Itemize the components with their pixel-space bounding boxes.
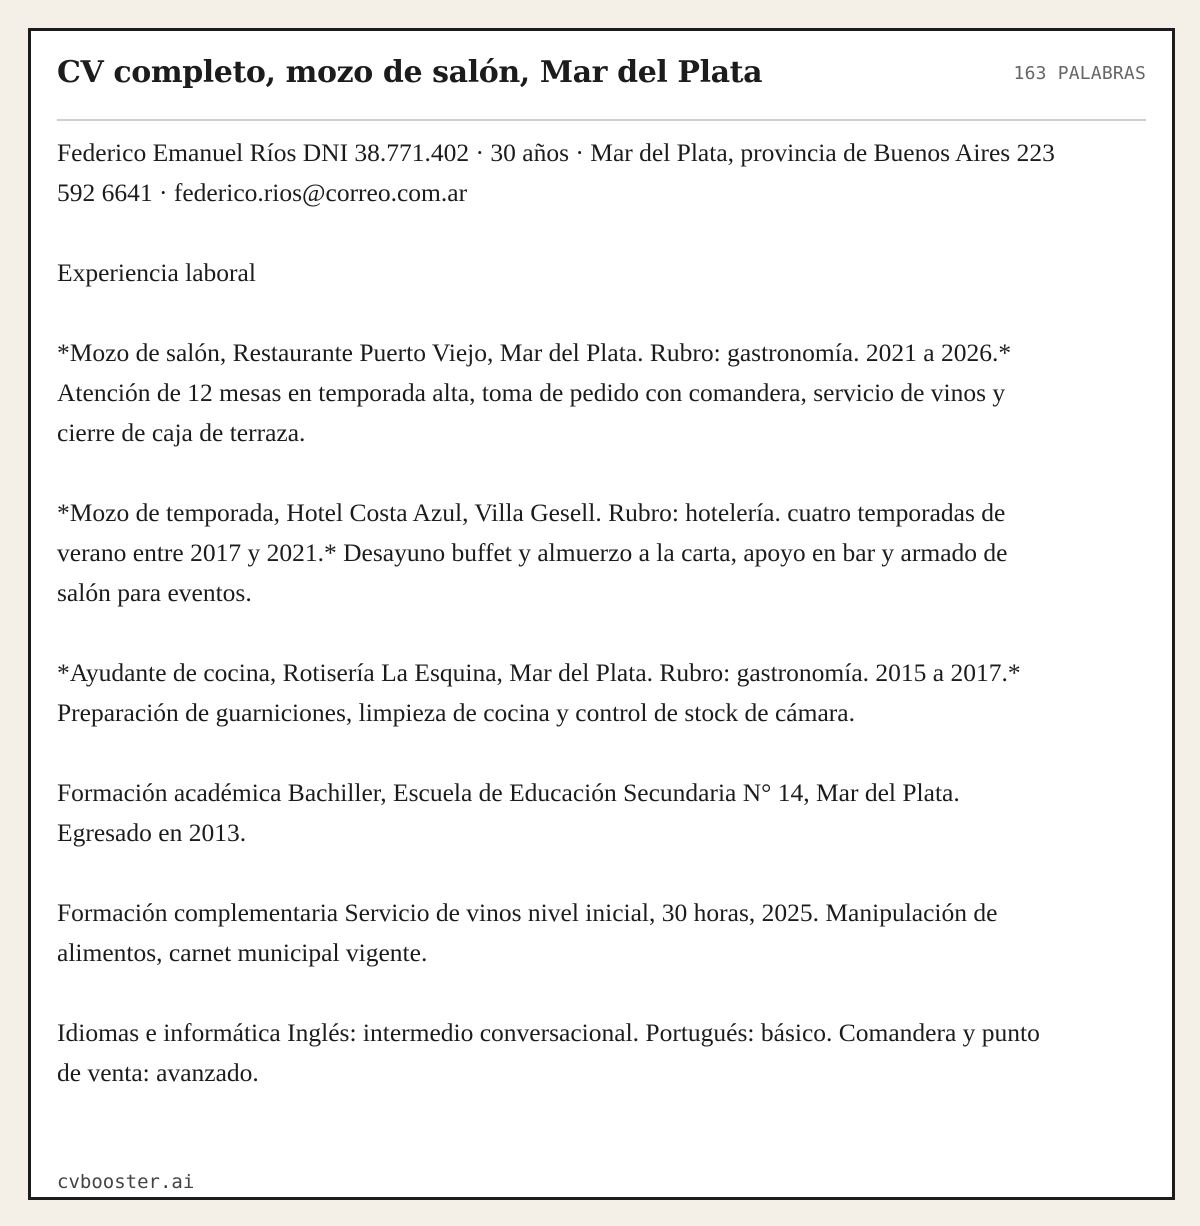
section-heading-experience: Experiencia laboral (57, 258, 256, 287)
contact-paragraph: Federico Emanuel Ríos DNI 38.771.402 · 30 años · Mar del Plata, provincia de Buenos Aires 223 592 6641 · federico.rios@correo.com.ar (57, 138, 1055, 207)
skills-paragraph: Idiomas e informática Inglés: intermedio conversacional. Portugués: básico. Comandera y punto de venta: avanzado. (57, 1018, 1040, 1087)
footer-brand: cvbooster.ai (57, 1171, 195, 1193)
cv-card (28, 28, 1175, 1200)
experience-item: *Mozo de salón, Restaurante Puerto Viejo, Mar del Plata. Rubro: gastronomía. 2021 a 2026.* Atención de 12 mesas en temporada alta, toma de pedido con comandera, servicio de vinos y cierre de caja de terraza. (57, 338, 1012, 447)
page-title: CV completo, mozo de salón, Mar del Plata (57, 55, 763, 90)
word-count-badge: 163 PALABRAS (1013, 63, 1146, 84)
experience-item: *Mozo de temporada, Hotel Costa Azul, Villa Gesell. Rubro: hotelería. cuatro temporadas de verano entre 2017 y 2021.* Desayuno buffet y almuerzo a la carta, apoyo en bar y armado de salón para eventos. (57, 498, 1008, 607)
experience-item: *Ayudante de cocina, Rotisería La Esquina, Mar del Plata. Rubro: gastronomía. 2015 a 2017.* Preparación de guarniciones, limpieza de cocina y control de stock de cámara. (57, 658, 1021, 727)
cv-body (57, 133, 1057, 1093)
training-paragraph: Formación complementaria Servicio de vinos nivel inicial, 30 horas, 2025. Manipulación de alimentos, carnet municipal vigente. (57, 898, 998, 967)
cv-header (57, 51, 1146, 121)
education-paragraph: Formación académica Bachiller, Escuela de Educación Secundaria N° 14, Mar del Plata. Egresado en 2013. (57, 778, 960, 847)
